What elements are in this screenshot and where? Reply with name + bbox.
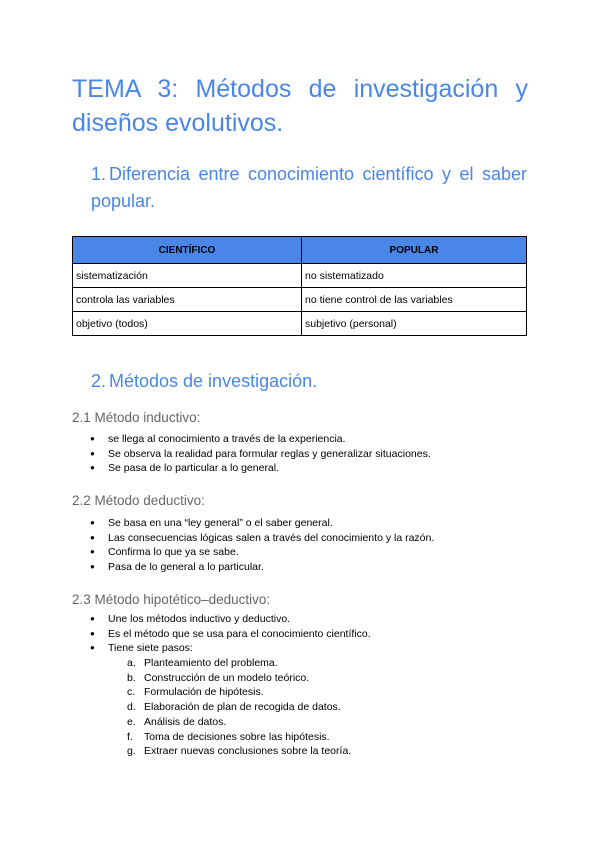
step-text: Toma de decisiones sobre las hipótesis. [144,730,330,743]
table-cell: no sistematizado [302,264,527,288]
step-item [127,656,351,671]
step-marker: g. [127,745,136,758]
step-item [127,715,351,730]
step-item [127,685,351,700]
table-cell: sistematización [73,264,302,288]
table-row [73,264,527,288]
list-item: ● Une los métodos inductivo y deductivo. [90,612,371,627]
section-1-heading-text: Diferencia entre conocimiento científico y el saber popular. [91,164,527,211]
step-item [127,730,351,745]
step-marker: d. [127,701,136,714]
table-cell: no tiene control de las variables [302,288,527,312]
section-2-number: 2. [91,371,107,391]
section-1-number: 1. [91,164,107,184]
document-title: TEMA 3: Métodos de investigación y diseños evolutivos. [72,75,528,137]
subsection-hipotetico-heading: 2.3 Método hipotético–deductivo: [72,592,271,607]
comparison-table [72,236,527,336]
table-row [73,312,527,336]
step-text: Elaboración de plan de recogida de datos. [144,701,341,714]
section-1-heading [91,161,527,215]
step-item [127,671,351,686]
list-item: ● Tiene siete pasos: [90,641,371,656]
table-header-cientifico: CIENTÍFICO [73,237,302,264]
table-row [73,288,527,312]
list-item: ● Confirma lo que ya se sabe. [90,545,434,560]
section-2-heading-text: Métodos de investigación. [109,371,318,391]
step-item [127,744,351,759]
list-item: ● Las consecuencias lógicas salen a través del conocimiento y la razón. [90,531,434,546]
subsection-inductivo-heading: 2.1 Método inductivo: [72,410,201,425]
table-header-popular: POPULAR [302,237,527,264]
table-cell: controla las variables [73,288,302,312]
step-text: Extraer nuevas conclusiones sobre la teoría. [144,745,352,758]
step-marker: f. [127,730,133,743]
section-2-heading [91,368,317,395]
step-marker: c. [127,686,136,699]
step-marker: b. [127,671,136,684]
table-cell: subjetivo (personal) [302,312,527,336]
step-marker: a. [127,657,136,669]
inductivo-list [90,432,431,476]
list-item: ● Se basa en una “ley general” o el saber general. [90,516,434,531]
step-marker: e. [127,715,136,728]
list-item: ● se llega al conocimiento a través de la experiencia. [90,432,431,447]
deductivo-list [90,516,434,575]
subsection-deductivo-heading: 2.2 Método deductivo: [72,493,205,508]
step-text: Análisis de datos. [144,715,227,728]
list-item: ● Es el método que se usa para el conocimiento científico. [90,627,371,642]
step-text: Construcción de un modelo teórico. [144,671,310,684]
table-cell: objetivo (todos) [73,312,302,336]
steps-list [127,656,351,759]
list-item: ● Se observa la realidad para formular reglas y generalizar situaciones. [90,447,431,462]
table-header-row [73,237,527,264]
step-item [127,700,351,715]
step-text: Planteamiento del problema. [144,657,278,669]
hipotetico-list [90,612,371,656]
list-item: ● Pasa de lo general a lo particular. [90,560,434,575]
step-text: Formulación de hipótesis. [144,686,264,699]
list-item: ● Se pasa de lo particular a lo general. [90,461,431,476]
